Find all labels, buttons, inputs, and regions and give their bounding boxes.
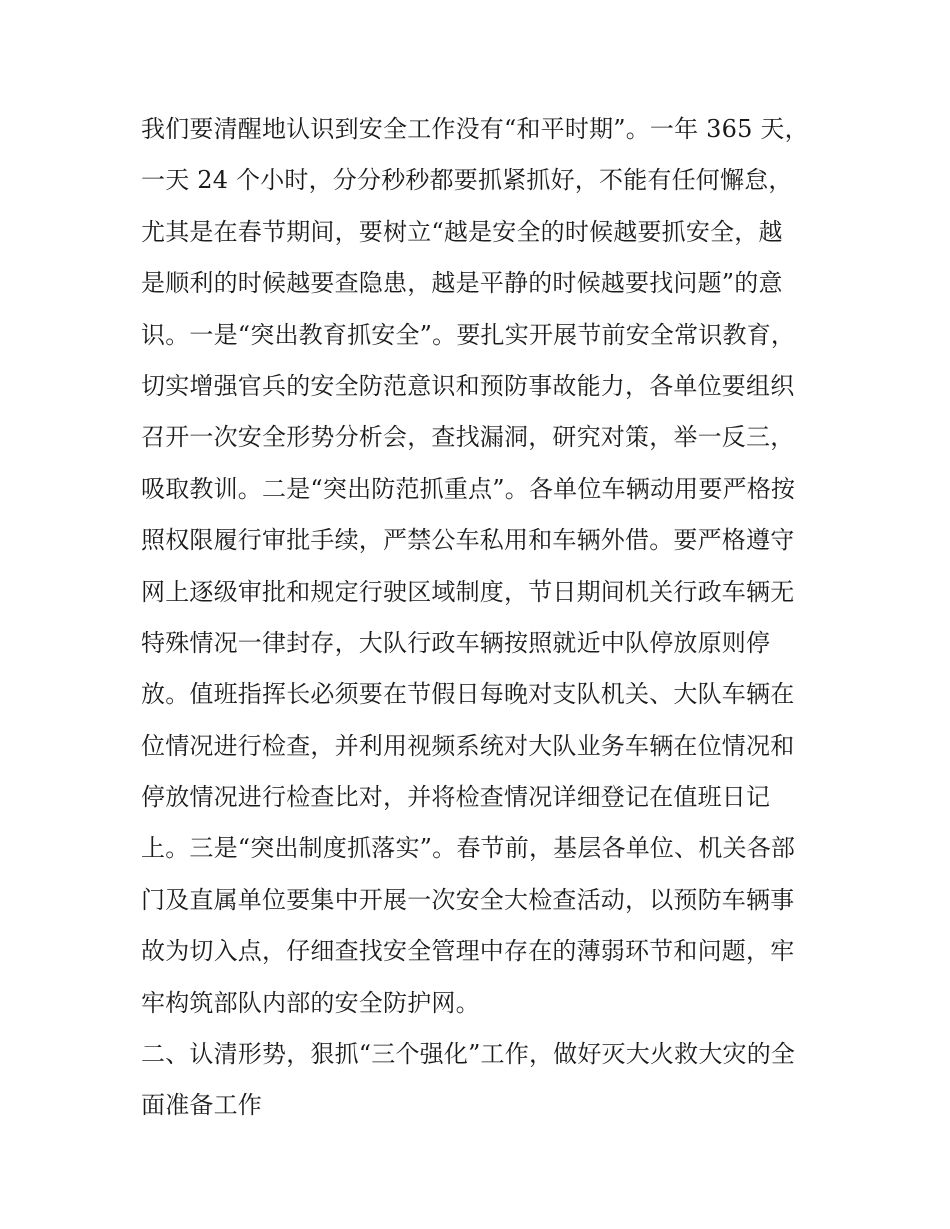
text-line: 召开一次安全形势分析会，查找漏洞，研究对策，举一反三， [141,423,795,452]
text-line: 切实增强官兵的安全防范意识和预防事故能力，各单位要组织 [141,371,795,400]
text-line: 停放情况进行检查比对，并将检查情况详细登记在值班日记 [141,783,771,812]
text-line: 故为切入点，仔细查找安全管理中存在的薄弱环节和问题，牢 [141,937,795,966]
text-line: 我们要清醒地认识到安全工作没有“和平时期”。一年 365 天， [141,115,809,143]
text-line: 尤其是在春节期间，要树立“越是安全的时候越要抓安全，越 [141,217,783,246]
text-line: 上。三是“突出制度抓落实”。春节前，基层各单位、机关各部 [141,834,796,863]
text-line: 门及直属单位要集中开展一次安全大检查活动，以预防车辆事 [141,885,795,914]
text-line: 特殊情况一律封存，大队行政车辆按照就近中队停放原则停 [141,628,771,657]
text-line: 是顺利的时候越要查隐患，越是平静的时候越要找问题”的意 [141,269,783,298]
body-text [141,104,821,1132]
text-line: 牢构筑部队内部的安全防护网。 [141,988,480,1017]
text-line: 照权限履行审批手续，严禁公车私用和车辆外借。要严格遵守 [141,526,795,555]
section-heading-line: 二、认清形势，狠抓“三个强化”工作，做好灭大火救大灾的全 [141,1040,796,1069]
text-line: 识。一是“突出教育抓安全”。要扎实开展节前安全常识教育， [141,320,796,349]
text-line: 位情况进行检查，并利用视频系统对大队业务车辆在位情况和 [141,731,795,760]
text-line: 吸取教训。二是“突出防范抓重点”。各单位车辆动用要严格按 [141,474,796,503]
text-line: 网上逐级审批和规定行驶区域制度，节日期间机关行政车辆无 [141,577,795,606]
text-line: 一天 24 个小时，分分秒秒都要抓紧抓好，不能有任何懈怠， [141,166,793,195]
text-line: 放。值班指挥长必须要在节假日每晚对支队机关、大队车辆在 [141,680,795,709]
section-heading-line: 面准备工作 [141,1091,262,1120]
